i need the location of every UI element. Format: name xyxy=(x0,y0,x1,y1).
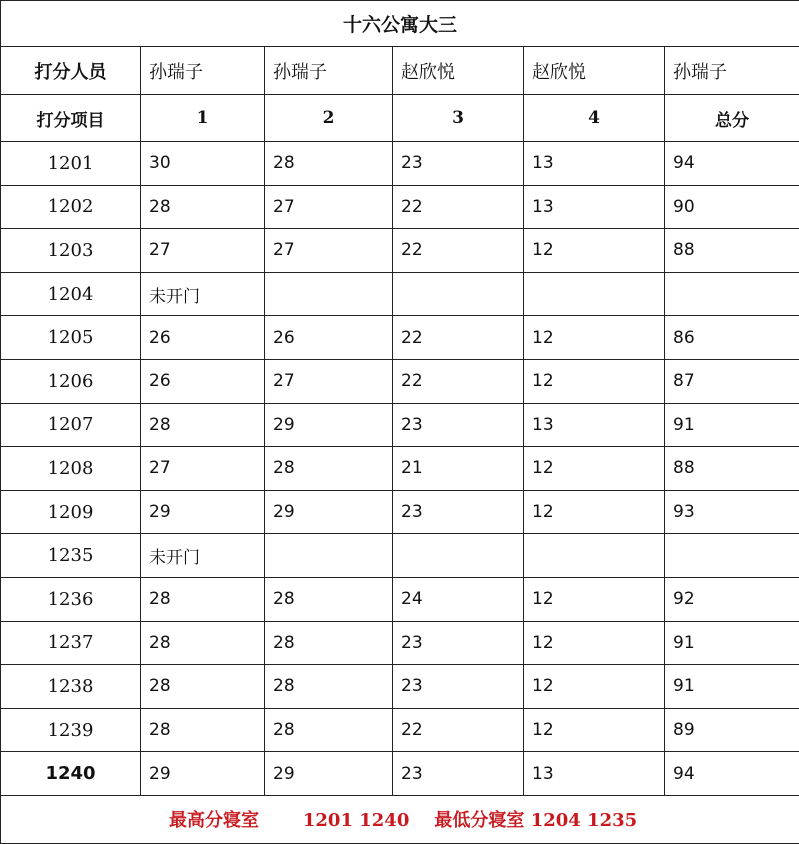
score-cell: 27 xyxy=(141,447,265,491)
total-score-cell: 89 xyxy=(665,708,799,752)
total-score-cell: 91 xyxy=(665,403,799,447)
total-score-cell: 88 xyxy=(665,447,799,491)
score-cell: 22 xyxy=(393,359,524,403)
score-cell: 未开门 xyxy=(141,534,265,578)
lowest-label: 最低分寝室 xyxy=(434,810,524,831)
score-cell: 23 xyxy=(393,752,524,796)
rater-name: 孙瑞子 xyxy=(141,47,265,95)
room-number: 1237 xyxy=(1,621,141,665)
table-row xyxy=(1,229,799,273)
total-score-cell xyxy=(665,272,799,316)
score-cell: 28 xyxy=(141,403,265,447)
score-cell: 23 xyxy=(393,621,524,665)
score-cell: 12 xyxy=(524,229,665,273)
score-cell: 28 xyxy=(141,185,265,229)
total-score-cell xyxy=(665,534,799,578)
score-cell: 28 xyxy=(265,665,393,709)
score-cell: 29 xyxy=(141,490,265,534)
score-cell: 22 xyxy=(393,708,524,752)
score-cell xyxy=(524,534,665,578)
table-row xyxy=(1,359,799,403)
total-header: 总分 xyxy=(665,95,799,142)
score-cell: 27 xyxy=(141,229,265,273)
lowest-rooms: 1204 1235 xyxy=(531,810,637,831)
total-score-cell: 92 xyxy=(665,577,799,621)
score-cell: 12 xyxy=(524,621,665,665)
score-cell: 21 xyxy=(393,447,524,491)
rater-name: 赵欣悦 xyxy=(393,47,524,95)
score-cell: 23 xyxy=(393,403,524,447)
score-cell: 22 xyxy=(393,229,524,273)
table-row xyxy=(1,752,799,796)
table-row xyxy=(1,708,799,752)
score-cell: 未开门 xyxy=(141,272,265,316)
score-cell: 13 xyxy=(524,403,665,447)
room-number: 1204 xyxy=(1,272,141,316)
score-cell: 24 xyxy=(393,577,524,621)
table-row xyxy=(1,403,799,447)
table-row xyxy=(1,447,799,491)
table-row xyxy=(1,272,799,316)
total-score-cell: 86 xyxy=(665,316,799,360)
score-cell: 12 xyxy=(524,490,665,534)
score-cell xyxy=(393,272,524,316)
score-cell: 28 xyxy=(265,142,393,186)
room-number: 1202 xyxy=(1,185,141,229)
score-cell: 28 xyxy=(265,447,393,491)
score-cell: 27 xyxy=(265,185,393,229)
room-number: 1238 xyxy=(1,665,141,709)
score-cell xyxy=(265,272,393,316)
table-row xyxy=(1,577,799,621)
table-row xyxy=(1,142,799,186)
score-cell: 12 xyxy=(524,316,665,360)
score-cell xyxy=(265,534,393,578)
total-score-cell: 88 xyxy=(665,229,799,273)
rater-row xyxy=(1,47,799,95)
score-cell: 28 xyxy=(141,577,265,621)
total-score-cell: 87 xyxy=(665,359,799,403)
rater-label: 打分人员 xyxy=(1,47,141,95)
room-number: 1201 xyxy=(1,142,141,186)
table-row xyxy=(1,665,799,709)
table-row xyxy=(1,621,799,665)
score-cell: 28 xyxy=(265,577,393,621)
item-header: 1 xyxy=(141,95,265,142)
score-cell: 29 xyxy=(265,403,393,447)
score-cell: 29 xyxy=(141,752,265,796)
score-cell: 27 xyxy=(265,229,393,273)
room-number: 1239 xyxy=(1,708,141,752)
score-cell: 23 xyxy=(393,490,524,534)
room-number: 1205 xyxy=(1,316,141,360)
room-number: 1240 xyxy=(1,752,141,796)
score-cell: 26 xyxy=(265,316,393,360)
score-cell: 26 xyxy=(141,359,265,403)
score-cell: 29 xyxy=(265,490,393,534)
score-cell: 28 xyxy=(141,665,265,709)
score-cell: 13 xyxy=(524,752,665,796)
score-cell: 28 xyxy=(141,621,265,665)
total-score-cell: 91 xyxy=(665,665,799,709)
highest-rooms: 1201 1240 xyxy=(303,810,409,831)
room-number: 1209 xyxy=(1,490,141,534)
score-cell: 29 xyxy=(265,752,393,796)
score-cell xyxy=(524,272,665,316)
score-cell: 12 xyxy=(524,577,665,621)
score-cell: 28 xyxy=(265,621,393,665)
score-cell: 26 xyxy=(141,316,265,360)
room-number: 1208 xyxy=(1,447,141,491)
score-cell: 12 xyxy=(524,708,665,752)
score-cell: 27 xyxy=(265,359,393,403)
rater-name: 赵欣悦 xyxy=(524,47,665,95)
room-number: 1236 xyxy=(1,577,141,621)
item-label: 打分项目 xyxy=(1,95,141,142)
score-cell: 12 xyxy=(524,359,665,403)
room-number: 1207 xyxy=(1,403,141,447)
total-score-cell: 93 xyxy=(665,490,799,534)
score-cell: 13 xyxy=(524,142,665,186)
score-cell: 12 xyxy=(524,665,665,709)
score-cell xyxy=(393,534,524,578)
score-cell: 30 xyxy=(141,142,265,186)
table-row xyxy=(1,185,799,229)
summary-footer xyxy=(1,795,799,843)
highest-label: 最高分寝室 xyxy=(169,810,259,831)
score-cell: 13 xyxy=(524,185,665,229)
table-row xyxy=(1,534,799,578)
total-score-cell: 94 xyxy=(665,142,799,186)
score-cell: 28 xyxy=(265,708,393,752)
score-cell: 22 xyxy=(393,185,524,229)
rater-name: 孙瑞子 xyxy=(665,47,799,95)
total-score-cell: 94 xyxy=(665,752,799,796)
score-cell: 12 xyxy=(524,447,665,491)
table-row xyxy=(1,316,799,360)
item-header: 4 xyxy=(524,95,665,142)
item-row xyxy=(1,95,799,142)
score-cell: 23 xyxy=(393,142,524,186)
score-cell: 23 xyxy=(393,665,524,709)
score-cell: 22 xyxy=(393,316,524,360)
table-row xyxy=(1,490,799,534)
room-number: 1206 xyxy=(1,359,141,403)
room-number: 1203 xyxy=(1,229,141,273)
item-header: 2 xyxy=(265,95,393,142)
item-header: 3 xyxy=(393,95,524,142)
rater-name: 孙瑞子 xyxy=(265,47,393,95)
room-number: 1235 xyxy=(1,534,141,578)
score-cell: 28 xyxy=(141,708,265,752)
table-title: 十六公寓大三 xyxy=(1,1,799,47)
total-score-cell: 91 xyxy=(665,621,799,665)
total-score-cell: 90 xyxy=(665,185,799,229)
